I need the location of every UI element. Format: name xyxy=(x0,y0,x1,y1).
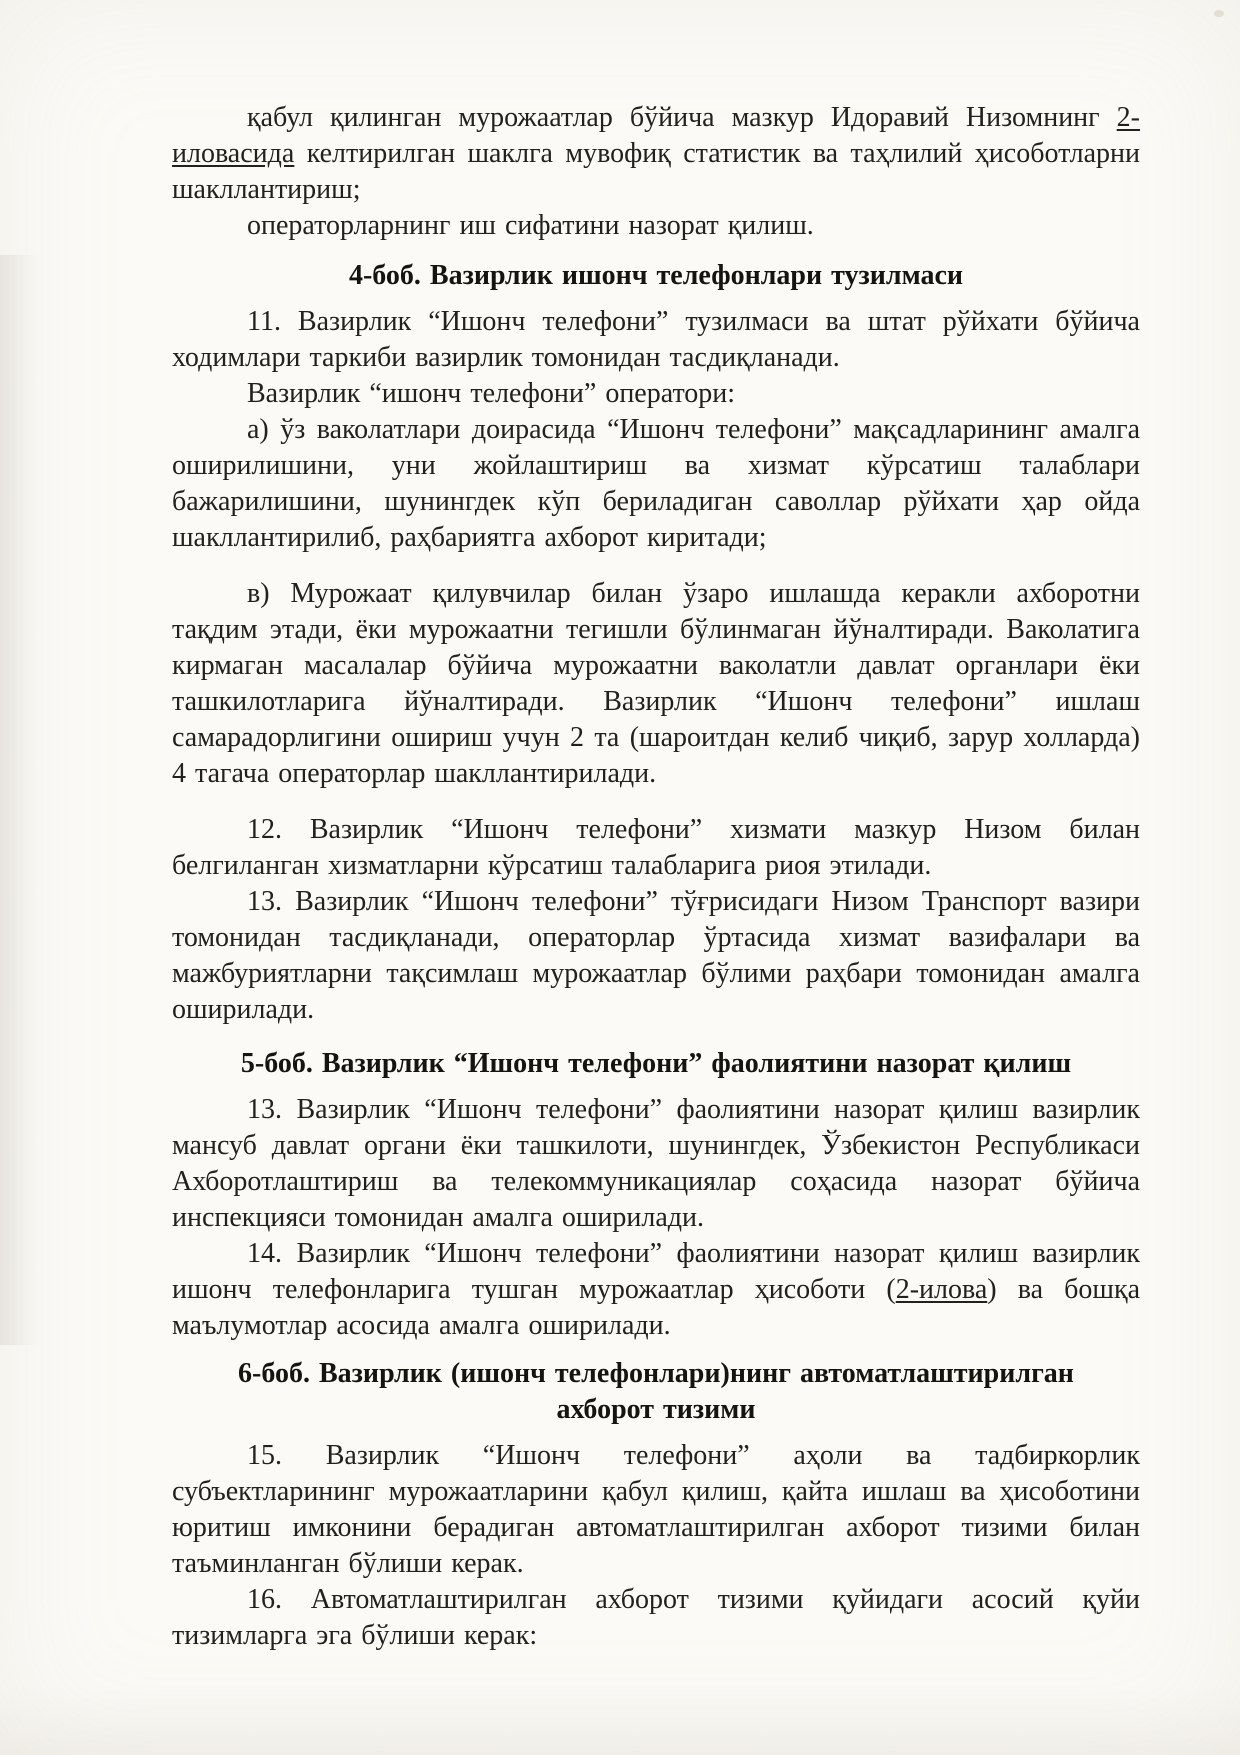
paragraph-text: келтирилган шаклга мувофиқ статистик ва таҳлилий ҳисоботларни шакллантириш; xyxy=(172,138,1140,205)
clause-11-paragraph: 11. Вазирлик “Ишонч телефони” тузилмаси ва штат рўйхати бўйича ходимлари таркиби вазирлик томонидан тасдиқланади. xyxy=(172,306,1140,373)
clause-v-paragraph: в) Мурожаат қилувчилар билан ўзаро ишлашда керакли ахборотни тақдим этади, ёки мурожаатни тегишли бўлинмаган йўналтиради. Ваколатига кирмаган масалалар бўйича мурожаатни ваколатли давлат органлари ёки ташкилотларига йўналтиради. Вазирлик “Ишонч телефони” ишлаш самарадорлигини ошириш учун 2 та (шароитдан келиб чиқиб, зарур холларда) 4 тагача операторлар шакллантирилади. xyxy=(172,578,1140,789)
appendix-2-reference: 2-иловасида xyxy=(172,102,1140,169)
clause-16-paragraph: 16. Автоматлаштирилган ахборот тизими қуйидаги асосий қуйи тизимларга эга бўлиши керак: xyxy=(172,1584,1140,1651)
scan-edge-shadow xyxy=(0,255,38,1345)
operator-intro-paragraph: Вазирлик “ишонч телефони” оператори: xyxy=(247,378,736,409)
paragraph-text: 14. Вазирлик “Ишонч телефони” фаолиятини назорат қилиш вазирлик ишонч телефонларига тушган мурожаатлар ҳисоботи ( xyxy=(172,1238,1140,1305)
chapter-5-heading: 5-боб. Вазирлик “Ишонч телефони” фаолиятини назорат қилиш xyxy=(240,1048,1072,1079)
intro-report-forms-paragraph xyxy=(172,100,1140,208)
clause-13-paragraph: 13. Вазирлик “Ишонч телефони” тўғрисидаги Низом Транспорт вазири томонидан тасдиқланади, операторлар ўртасида хизмат вазифалари ва мажбуриятларни тақсимлаш мурожаатлар бўлими раҳбари томонидан амалга оширилади. xyxy=(172,886,1140,1025)
chapter-4-heading: 4-боб. Вазирлик ишонч телефонлари тузилмаси xyxy=(348,260,964,291)
heading-line-2: ахборот тизими xyxy=(556,1394,756,1425)
clause-14-paragraph xyxy=(172,1236,1140,1344)
document-text-block xyxy=(172,100,1140,1654)
paragraph-text: қабул қилинган мурожаатлар бўйича мазкур Идоравий Низомнинг xyxy=(247,102,1117,133)
scan-speck xyxy=(1214,10,1224,17)
clause-12-paragraph: 12. Вазирлик “Ишонч телефони” хизмати мазкур Низом билан белгиланган хизматларни кўрсатиш талабларига риоя этилади. xyxy=(172,814,1140,881)
clause-15-paragraph: 15. Вазирлик “Ишонч телефони” аҳоли ва тадбиркорлик субъектларининг мурожаатларини қабул қилиш, қайта ишлаш ва ҳисоботини юритиш имконини берадиган автоматлаштирилган ахборот тизими билан таъминланган бўлиши керак. xyxy=(172,1440,1140,1579)
chapter-6-heading xyxy=(172,1356,1140,1428)
scan-bottom-texture xyxy=(0,1685,1240,1755)
clause-13b-paragraph: 13. Вазирлик “Ишонч телефони” фаолиятини назорат қилиш вазирлик мансуб давлат органи ёки ташкилоти, шунингдек, Ўзбекистон Республикаси Ахборотлаштириш ва телекоммуникациялар соҳасида назорат бўйича инспекцияси томонидан амалга оширилади. xyxy=(172,1094,1140,1233)
appendix-2-reference: 2-илова xyxy=(895,1274,988,1305)
operators-quality-paragraph: операторларнинг иш сифатини назорат қилиш. xyxy=(247,210,814,241)
clause-a-paragraph: а) ўз ваколатлари доирасида “Ишонч телефони” мақсадларининг амалга оширилишини, уни жойлаштириш ва хизмат кўрсатиш талаблари бажарилишини, шунингдек кўп бериладиган саволлар рўйхати ҳар ойда шакллантирилиб, раҳбариятга ахборот киритади; xyxy=(172,414,1140,553)
paragraph-text: ) ва бошқа маълумотлар асосида амалга оширилади. xyxy=(172,1274,1140,1341)
heading-line-1: 6-боб. Вазирлик (ишонч телефонлари)нинг автоматлаштирилган xyxy=(238,1358,1074,1389)
